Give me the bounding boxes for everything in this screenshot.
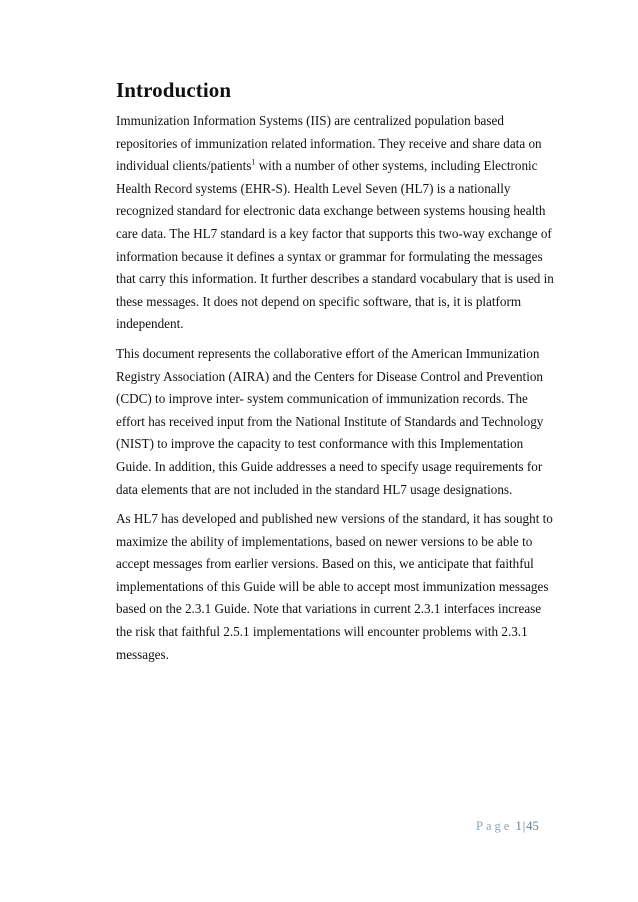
text-line: accept messages from earlier versions. Based on this, we anticipate that faithful bbox=[116, 556, 534, 572]
text-line: (NIST) to improve the capacity to test conformance with this Implementation bbox=[116, 436, 524, 452]
page-separator: | bbox=[522, 819, 526, 833]
text-line: Health Record systems (EHR-S). Health Level Seven (HL7) is a nationally bbox=[116, 180, 511, 196]
body-text bbox=[116, 110, 556, 673]
text-line: care data. The HL7 standard is a key factor that supports this two-way exchange of bbox=[116, 225, 552, 241]
text-line: Immunization Information Systems (IIS) are centralized population based bbox=[116, 113, 504, 128]
text-line: information because it defines a syntax or grammar for formulating the messages bbox=[116, 248, 543, 264]
page-total: 45 bbox=[526, 819, 539, 833]
footnote-marker[interactable]: 1 bbox=[251, 157, 256, 167]
page-heading: Introduction bbox=[116, 78, 232, 102]
text-line: messages. bbox=[116, 646, 169, 662]
page-label: Page bbox=[476, 819, 513, 833]
page-footer bbox=[476, 818, 539, 834]
page-number: 1 bbox=[515, 819, 522, 833]
text-line: that carry this information. It further describes a standard vocabulary that is used in bbox=[116, 271, 554, 287]
text-line: these messages. It does not depend on specific software, that is, it is platform bbox=[116, 293, 522, 309]
text-line: This document represents the collaborative effort of the American Immunization bbox=[116, 345, 540, 361]
text-line: As HL7 has developed and published new versions of the standard, it has sought to bbox=[116, 511, 553, 527]
paragraph-3 bbox=[116, 508, 556, 666]
text-line: the risk that faithful 2.5.1 implementations will encounter problems with 2.3.1 bbox=[116, 624, 528, 640]
text-line: Registry Association (AIRA) and the Centers for Disease Control and Prevention bbox=[116, 368, 543, 384]
text-line: implementations of this Guide will be able to accept most immunization messages bbox=[116, 578, 549, 594]
text-line: (CDC) to improve inter- system communication of immunization records. The bbox=[116, 391, 528, 407]
text-line: data elements that are not included in the standard HL7 usage designations. bbox=[116, 481, 513, 497]
text-line: effort has received input from the National Institute of Standards and Technology bbox=[116, 413, 544, 429]
text-line: individual clients/patients$^1$ with a number of other systems, including Electronic bbox=[116, 157, 538, 174]
paragraph-2 bbox=[116, 343, 556, 501]
text-line: Guide. In addition, this Guide addresses a need to specify usage requirements for bbox=[116, 458, 543, 474]
text-line: repositories of immunization related information. They receive and share data on bbox=[116, 135, 542, 151]
text-line: based on the 2.3.1 Guide. Note that variations in current 2.3.1 interfaces increase bbox=[116, 601, 542, 617]
text-line: maximize the ability of implementations, based on newer versions to be able to bbox=[116, 533, 533, 549]
text-line: independent. bbox=[116, 316, 184, 332]
paragraph-1 bbox=[116, 110, 556, 336]
text-line: recognized standard for electronic data exchange between systems housing health bbox=[116, 203, 546, 219]
